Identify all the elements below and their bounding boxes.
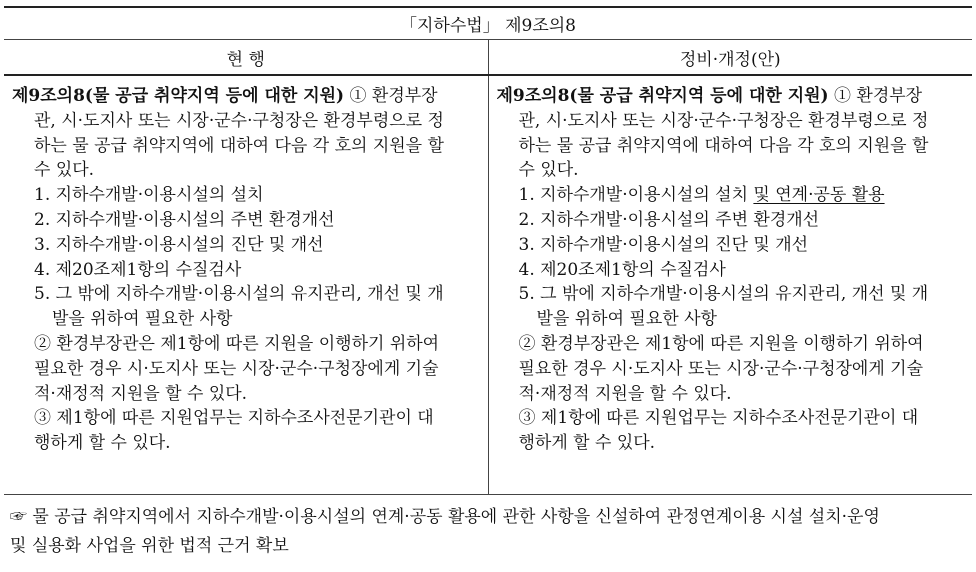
item-text: 2. 지하수개발·이용시설의 주변 환경개선 [34,209,335,230]
note-text-continued: 및 실용화 사업을 위한 법적 근거 확보 [10,536,289,556]
paragraph-line: ② 환경부장관은 제1항에 따른 지원을 이행하기 위하여 [518,333,924,354]
paragraph-2 [12,332,480,406]
item-text: 5. 그 밖에 지하수개발·이용시설의 유지관리, 개선 및 개 [34,284,444,305]
list-item [497,282,965,332]
pointing-hand-icon: ☞ [10,507,27,527]
article-text-line: 수 있다. [34,160,95,181]
paragraph-line: 필요한 경우 시·도지사 또는 시장·군수·구청장에게 기술 [518,358,924,379]
paragraph-3 [497,406,965,456]
paragraph-line: 행하게 할 수 있다. [518,433,656,454]
revision-note [10,503,966,561]
list-item [497,208,965,233]
item-text: 1. 지하수개발·이용시설의 설치 [34,185,264,206]
table-title: 「지하수법」 제9조의8 [4,7,972,40]
list-item [12,282,480,332]
article-text-line: 수 있다. [518,160,579,181]
list-item [497,233,965,258]
paragraph-2 [497,332,965,406]
paragraph-3 [12,406,480,456]
item-text: 4. 제20조제1항의 수질검사 [518,259,726,280]
item-text: 2. 지하수개발·이용시설의 주변 환경개선 [518,209,820,230]
article-heading: 제9조의8(물 공급 취약지역 등에 대한 지원) [12,86,345,106]
note-text: 물 공급 취약지역에서 지하수개발·이용시설의 연계·공동 활용에 관한 사항을 신설하여 관정연계이용 시설 설치·운영 [32,507,880,527]
item-text: 1. 지하수개발·이용시설의 설치 [518,185,748,206]
list-item [12,208,480,233]
current-law-cell [4,75,488,495]
item-text: 3. 지하수개발·이용시설의 진단 및 개선 [518,234,809,255]
paragraph-line: 행하게 할 수 있다. [34,433,171,454]
item-text-continued: 발을 위하여 필요한 사항 [52,309,233,330]
column-header-current: 현 행 [4,40,488,76]
paragraph-line: ② 환경부장관은 제1항에 따른 지원을 이행하기 위하여 [34,333,440,354]
comparison-table [4,6,972,495]
paragraph-line: 필요한 경우 시·도지사 또는 시장·군수·구청장에게 기술 [34,358,439,379]
article-text-line: 관, 시·도지사 또는 시장·군수·구청장은 환경부령으로 정 [518,110,929,131]
amended-text: 및 연계·공동 활용 [753,185,885,206]
item-text: 5. 그 밖에 지하수개발·이용시설의 유지관리, 개선 및 개 [518,284,929,305]
article-clause-1 [497,84,965,183]
article-text-line: ① 환경부장 [349,86,438,106]
paragraph-line: ③ 제1항에 따른 지원업무는 지하수조사전문기관이 대 [34,408,434,429]
item-text: 3. 지하수개발·이용시설의 진단 및 개선 [34,234,324,255]
list-item [497,183,965,208]
list-item [12,258,480,283]
article-text-line: 관, 시·도지사 또는 시장·군수·구청장은 환경부령으로 정 [34,110,444,131]
paragraph-line: 적·재정적 지원을 할 수 있다. [34,383,248,404]
list-item [497,258,965,283]
article-clause-1 [12,84,480,183]
article-text-line: 하는 물 공급 취약지역에 대하여 다음 각 호의 지원을 할 [34,135,444,156]
proposed-law-cell [488,75,972,495]
article-heading: 제9조의8(물 공급 취약지역 등에 대한 지원) [496,86,829,106]
list-item [12,233,480,258]
article-text-line: ① 환경부장 [834,86,923,106]
item-text: 4. 제20조제1항의 수질검사 [34,259,242,280]
item-text-continued: 발을 위하여 필요한 사항 [536,309,717,330]
paragraph-line: ③ 제1항에 따른 지원업무는 지하수조사전문기관이 대 [518,408,919,429]
article-text-line: 하는 물 공급 취약지역에 대하여 다음 각 호의 지원을 할 [518,135,929,156]
list-item [12,183,480,208]
column-header-proposed: 정비·개정(안) [488,40,972,76]
paragraph-line: 적·재정적 지원을 할 수 있다. [518,383,732,404]
